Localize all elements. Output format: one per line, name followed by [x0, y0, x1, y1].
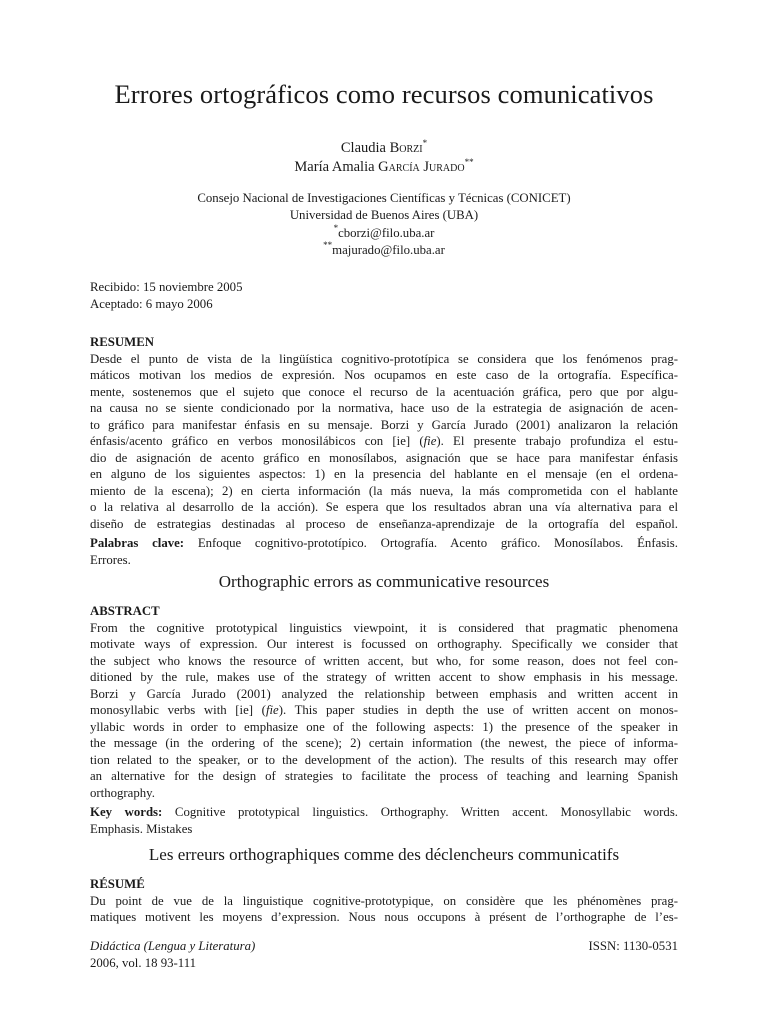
journal-name: Didáctica (Lengua y Literatura): [90, 939, 256, 953]
received-date: Recibido: 15 noviembre 2005: [90, 280, 243, 294]
french-resume-body: [90, 893, 678, 926]
french-resume-section: [90, 876, 678, 926]
abstract-line: yllabic words in order to emphasize one of the following aspects: 1) the presence of the speaker in: [90, 719, 678, 734]
palabras-clave-values-cont: Errores.: [90, 552, 131, 567]
resumen-line: na causa no se siente condicionado por la normativa, hace uso de la estrategia de asignación de acen-: [90, 401, 678, 415]
resumen-line: diseño de estrategias destinadas al proceso de enseñanza-aprendizaje de la ortografía del español.: [90, 516, 678, 531]
page-footer: [90, 938, 678, 972]
affiliation-institution-1: Consejo Nacional de Investigaciones Científicas y Técnicas (CONICET): [197, 191, 571, 205]
author-email-2[interactable]: **majurado@filo.uba.ar: [323, 239, 445, 257]
english-title: Orthographic errors as communicative resources: [218, 572, 550, 591]
palabras-clave-label: Palabras clave:: [90, 536, 185, 550]
abstract-line: the subject who knows the resource of written accent, but who, for some reason, does not feel con-: [90, 653, 678, 668]
french-resume-line: Du point de vue de la linguistique cognitive-prototypique, on considère que les phénomènes prag-: [90, 893, 678, 908]
abstract-line: the message (in the ordering of the scene); 2) certain information (the newest, the piece of informa-: [90, 736, 678, 750]
abstract-line: Borzi y García Jurado (2001) analyzed the relationship between emphasis and written accent in: [90, 686, 678, 701]
resumen-section: [90, 334, 678, 568]
abstract-line: motivate ways of expression. Our interest is focussed on orthography. Specifically we consider that: [90, 637, 678, 651]
abstract-line: an alternative for the design of strategies to facilitate the process of teaching and learning Spanish: [90, 769, 678, 783]
key-words-values: Cognitive prototypical linguistics. Orthography. Written accent. Monosyllabic words.: [174, 805, 678, 819]
author-list: [90, 139, 678, 177]
author-family-name: García Jurado: [378, 159, 465, 175]
abstract-section: [90, 603, 678, 837]
resumen-line: máticos motivan los medios de expresión. Nos ocupamos en este caso de la ortografía. Específica-: [90, 368, 678, 382]
affiliation-block: [90, 190, 678, 259]
french-resume-heading: RÉSUMÉ: [90, 877, 145, 891]
abstract-body: [90, 620, 678, 802]
submission-dates: [90, 279, 678, 314]
abstract-line: orthography.: [90, 785, 155, 800]
resumen-body: [90, 351, 678, 533]
journal-volume: 2006, vol. 18 93-111: [90, 956, 197, 970]
author-footnote-mark: *: [422, 138, 428, 148]
author-2: [90, 158, 678, 177]
resumen-line: mente, sostenemos que el sujeto que conoce el recurso de la acentuación gráfica, pero que por algu-: [90, 384, 678, 399]
resumen-line: dio de asignación de acento gráfico en monosílabos, asignación que se hace para manifestar énfasis: [90, 450, 678, 465]
resumen-line: en alguno de los siguientes aspectos: 1) en la presencia del hablante en el mensaje (en el ordena-: [90, 467, 678, 481]
resumen-line: o la relativa al desarrollo de la acción). Se espera que los resultados abran una vía alternativa para el: [90, 500, 678, 514]
french-resume-line: matiques motivent les moyens d’expression. Nous nous occupons à présent de l’orthographe de l’es-: [90, 910, 678, 924]
author-1: [90, 139, 678, 158]
key-words: [90, 804, 678, 837]
abstract-line: ditioned by the rule, makes use of the strategy of written accent to show emphasis in his message.: [90, 670, 678, 684]
abstract-line: monosyllabic verbs with [ie] (fie). This paper studies in depth the use of written accent on monos-: [90, 703, 678, 717]
key-words-values-cont: Emphasis. Mistakes: [90, 821, 193, 836]
palabras-clave-values: Enfoque cognitivo-prototípico. Ortografía. Acento gráfico. Monosílabos. Énfasis.: [197, 536, 678, 550]
author-given-name: Claudia: [340, 140, 386, 156]
author-email-1[interactable]: *cborzi@filo.uba.ar: [333, 222, 435, 240]
abstract-heading: ABSTRACT: [90, 604, 160, 618]
abstract-line: tion related to the speaker, or to the development of the action). The results of this research may offer: [90, 752, 678, 767]
resumen-line: énfasis/acento gráfico en verbos monosilábicos con [ie] (fie). El presente trabajo profundiza el estu-: [90, 434, 678, 448]
resumen-line: Desde el punto de vista de la lingüística cognitivo-prototípica se considera que los fenómenos prag-: [90, 351, 678, 366]
french-title: Les erreurs orthographiques comme des déclencheurs communicatifs: [148, 845, 620, 864]
author-footnote-mark: **: [464, 157, 474, 167]
issn: ISSN: 1130-0531: [588, 939, 678, 953]
resumen-line: to gráfico para manifestar énfasis en su mensaje. Borzi y García Jurado (2001) analizaron la relación: [90, 417, 678, 432]
key-words-label: Key words:: [90, 805, 163, 819]
resumen-line: miento de la escena); 2) en cierta información (la más nueva, la más comprometida con el hablante: [90, 483, 678, 498]
accepted-date: Aceptado: 6 mayo 2006: [90, 297, 213, 312]
palabras-clave: [90, 535, 678, 568]
affiliation-institution-2: Universidad de Buenos Aires (UBA): [289, 208, 479, 223]
author-family-name: Borzi: [389, 140, 423, 156]
article-title: Errores ortográficos como recursos comunicativos: [114, 79, 654, 109]
resumen-heading: RESUMEN: [90, 335, 154, 349]
author-given-name: María Amalia: [294, 159, 375, 175]
abstract-line: From the cognitive prototypical linguistics viewpoint, it is considered that pragmatic phenomena: [90, 620, 678, 635]
